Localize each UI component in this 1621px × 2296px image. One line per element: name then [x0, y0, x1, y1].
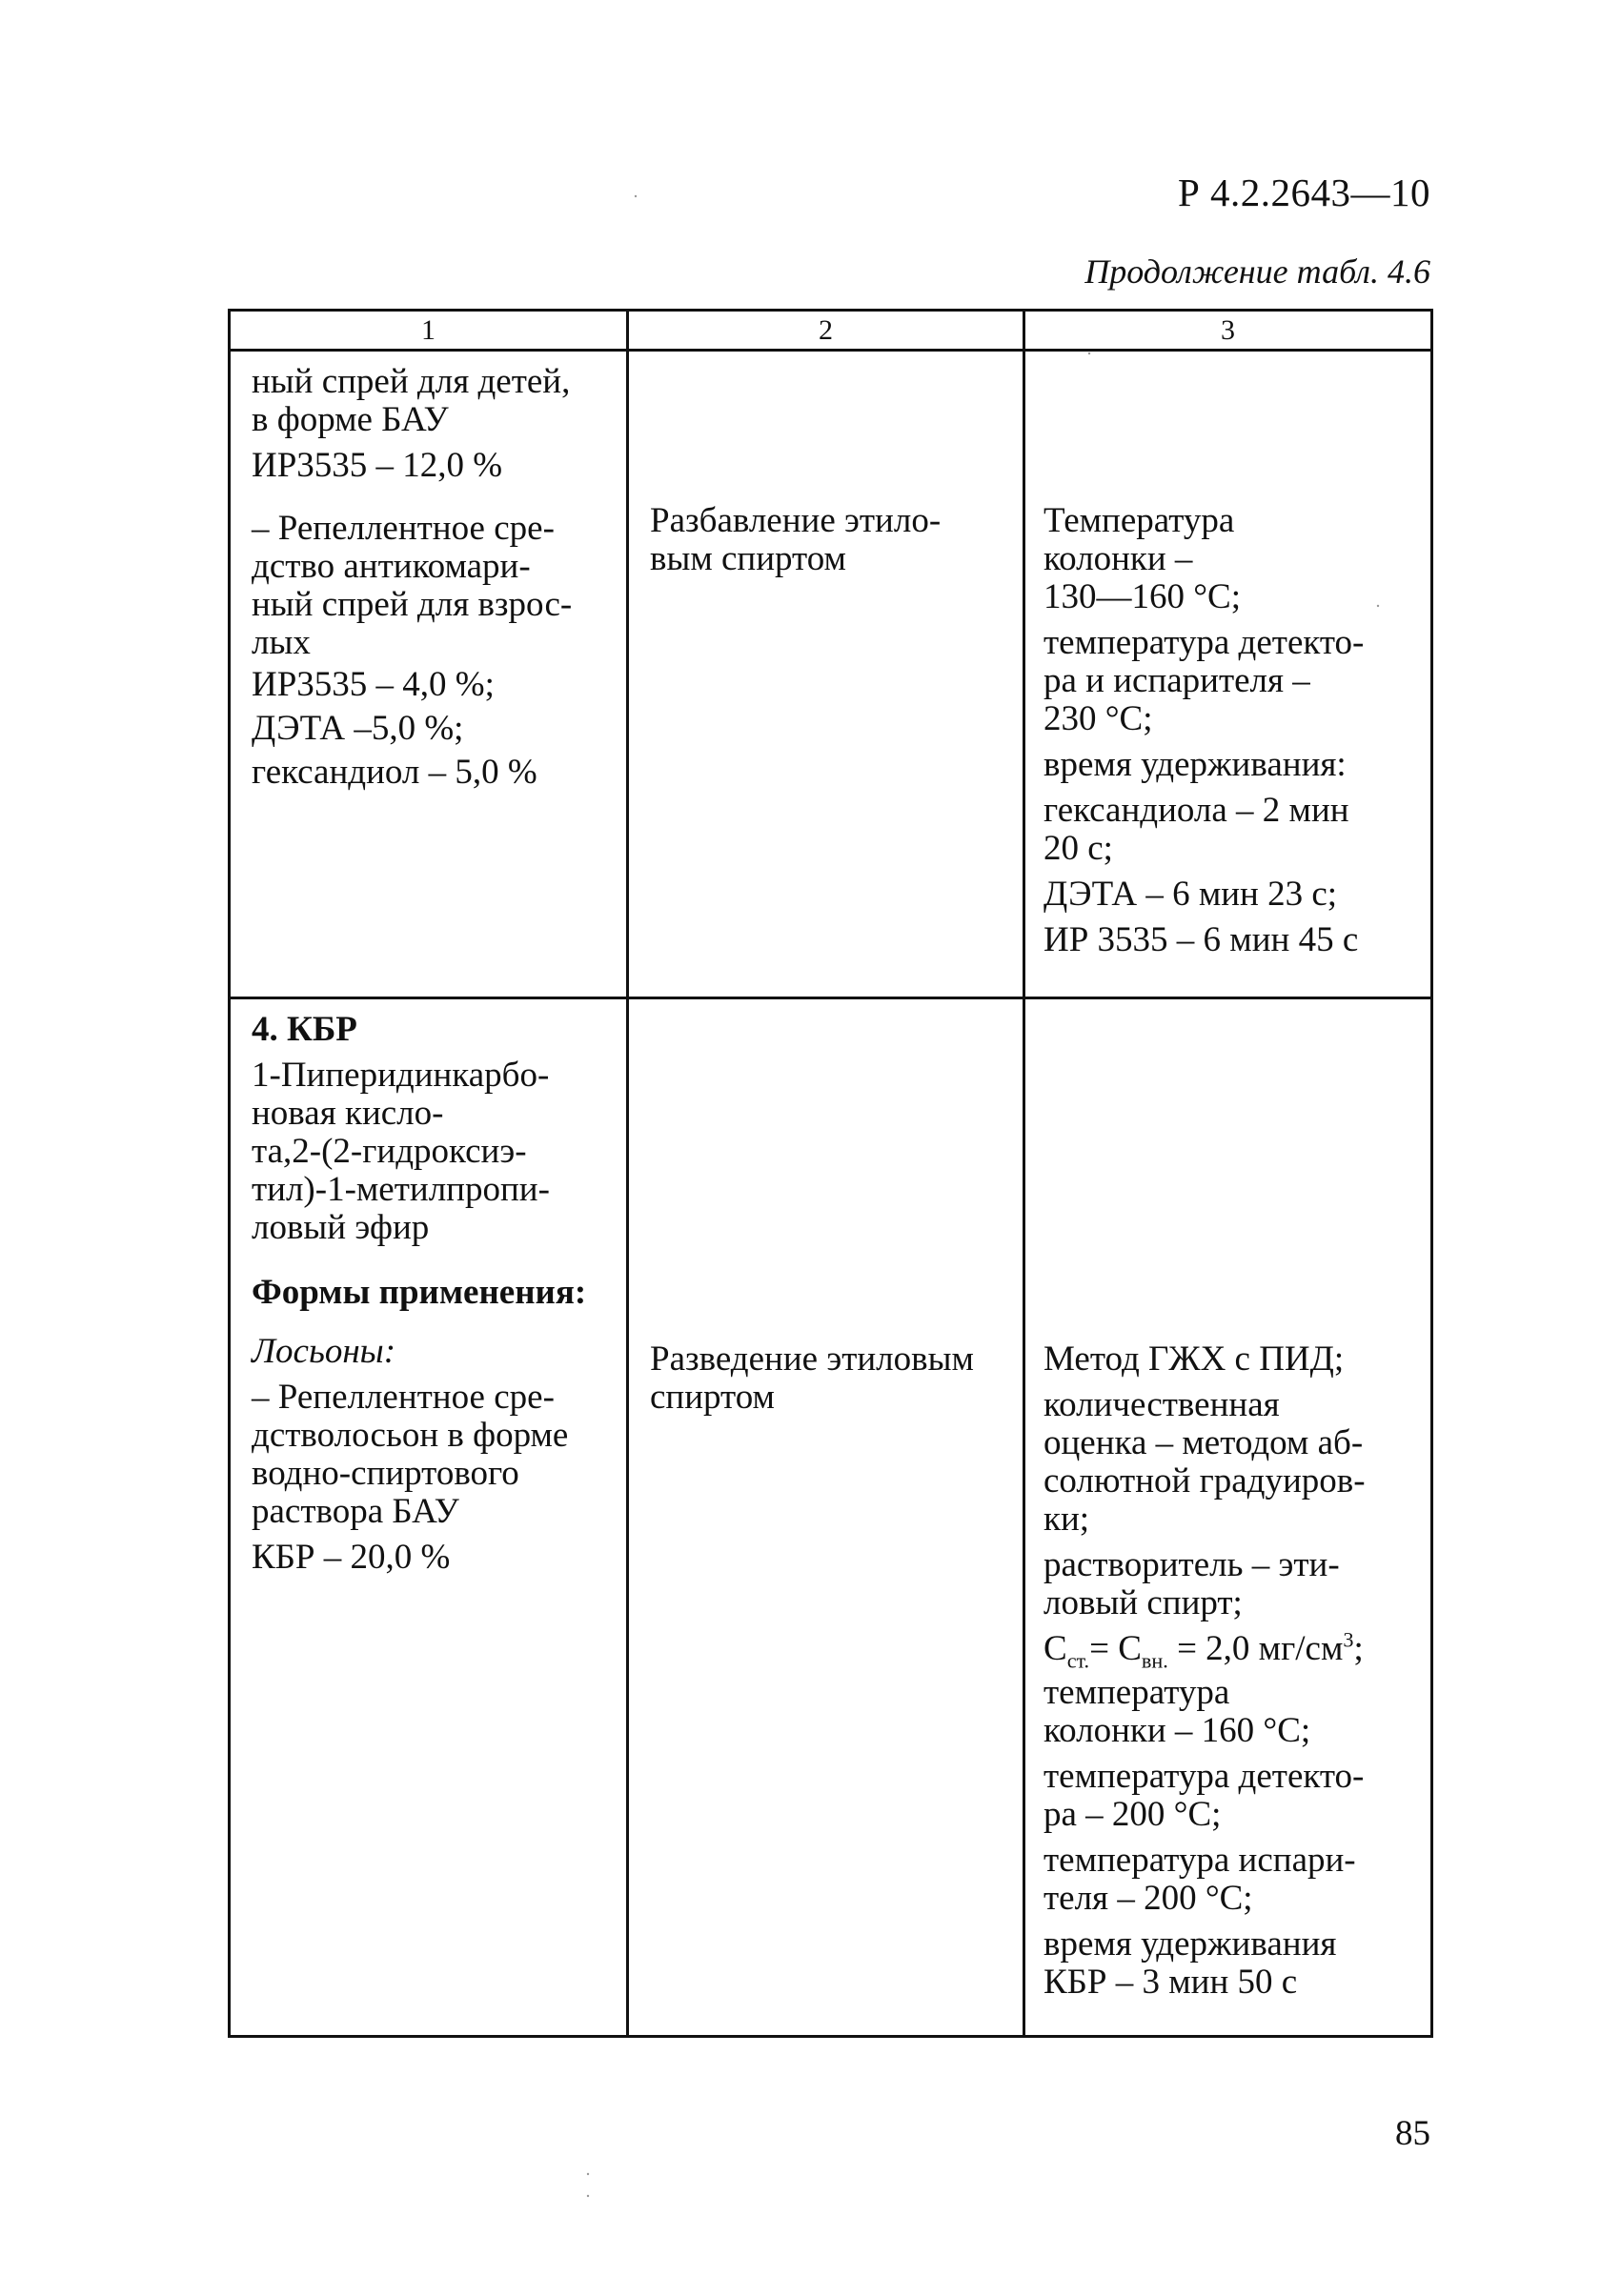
concentration-formula: $С_{ст.}= С_{вн.} = 2,0$ $мг/см^3$; [1044, 1627, 1364, 1673]
table-row [230, 351, 1432, 998]
chemical-name: 1-Пиперидинкарбо- новая кисло- та,2-(2-гидроксиэ- тил)-1-метилпропи- ловый эфир [252, 1056, 550, 1247]
detector-temperature: температура детекто- ра и испарителя – 230 °С; [1044, 623, 1365, 738]
forms-label: Формы применения: [252, 1273, 587, 1312]
row-b-col1 [230, 998, 628, 2037]
specification-table [228, 309, 1433, 2038]
row-b-col2 [628, 998, 1024, 2037]
sample-preparation: Разведение этиловым спиртом [650, 1339, 974, 1417]
row-a-col3 [1024, 351, 1432, 998]
continued-product-text: ный спрей для детей, в форме БАУ [252, 362, 571, 439]
substance-title: 4. КБР [252, 1010, 357, 1049]
active-ingredient-value: ИР3535 – 12,0 % [252, 446, 503, 485]
page-number: 85 [1395, 2114, 1430, 2153]
column-header-1: 1 [230, 311, 628, 351]
column-temperature: температура колонки – 160 °С; [1044, 1673, 1311, 1750]
sample-preparation: Разбавление этило- вым спиртом [650, 501, 942, 578]
column-header-3: 3 [1024, 311, 1432, 351]
retention-deta: ДЭТА – 6 мин 23 с; [1044, 875, 1338, 914]
kbr-value: КБР – 20,0 % [252, 1538, 451, 1577]
lotions-label: Лосьоны: [252, 1332, 396, 1371]
method: Метод ГЖХ с ПИД; [1044, 1339, 1345, 1379]
row-a-col1 [230, 351, 628, 998]
table-header-row [230, 311, 1432, 351]
quantification: количественная оценка – методом аб- солютной градуиров- ки; [1044, 1385, 1366, 1539]
retention-kbr: время удерживания КБР – 3 мин 50 с [1044, 1924, 1337, 2002]
product-description: – Репеллентное сре- дство антикомари- ный спрей для взрос- лых [252, 509, 573, 662]
row-a-col2 [628, 351, 1024, 998]
detector-temperature: температура детекто- ра – 200 °С; [1044, 1757, 1365, 1834]
table-row [230, 998, 1432, 2037]
retention-label: время удерживания: [1044, 745, 1347, 784]
solvent: растворитель – эти- ловый спирт; [1044, 1545, 1340, 1622]
document-code: Р 4.2.2643—10 [1177, 171, 1430, 214]
row-b-col3 [1024, 998, 1432, 2037]
retention-ir3535: ИР 3535 – 6 мин 45 с [1044, 920, 1359, 959]
column-header-2: 2 [628, 311, 1024, 351]
retention-hexanediol: гександиола – 2 мин 20 с; [1044, 791, 1349, 868]
evaporator-temperature: температура испари- теля – 200 °С; [1044, 1841, 1356, 1918]
ingredient-values: ИР3535 – 4,0 %; ДЭТА –5,0 %; гександиол – 5,0 % [252, 665, 537, 792]
column-temperature: Температура колонки – 130—160 °С; [1044, 501, 1242, 616]
lotion-description: – Репеллентное сре- дстволосьон в форме водно-спиртового раствора БАУ [252, 1378, 569, 1531]
table-continuation-caption: Продолжение табл. 4.6 [1084, 252, 1430, 291]
